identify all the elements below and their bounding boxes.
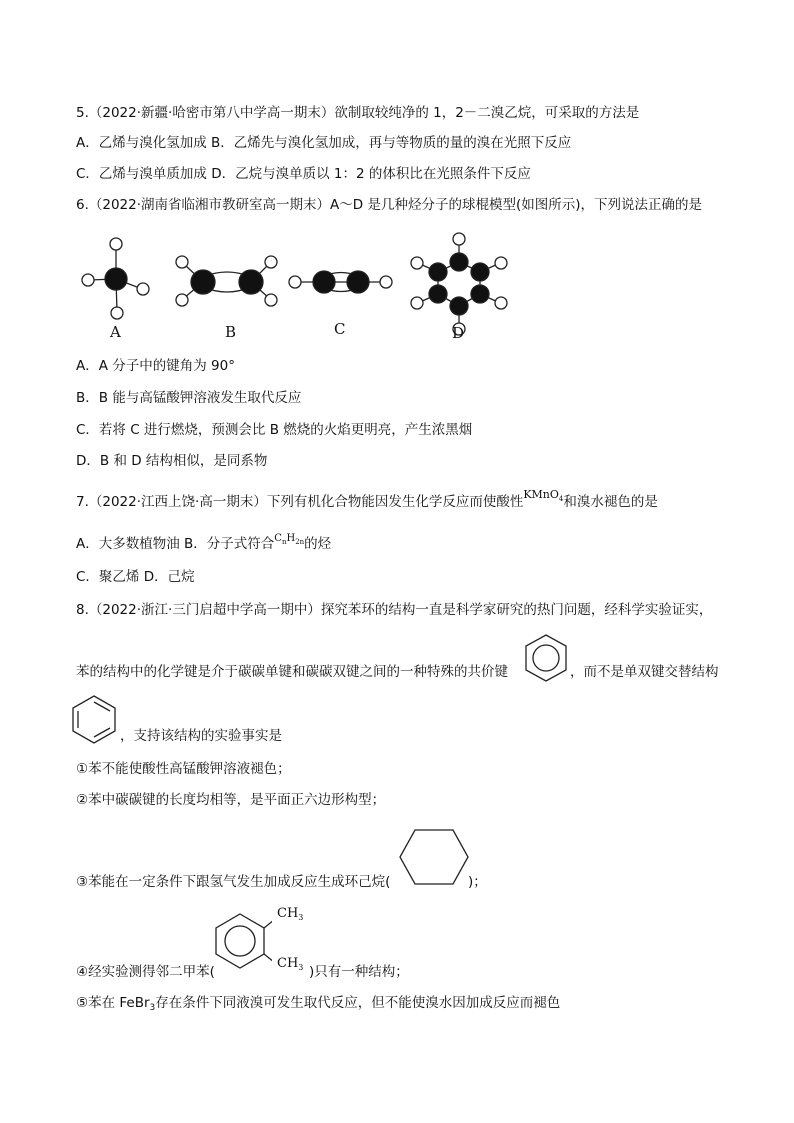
- methyl-top-text: CH: [277, 906, 299, 921]
- kmno4-formula: [523, 488, 563, 501]
- ball-stick-models-figure: [76, 232, 516, 344]
- q8-fact-4-pre: ④经实验测得邻二甲苯(: [76, 964, 215, 980]
- q6-option-b: B．B 能与高锰酸钾溶液发生取代反应: [76, 390, 302, 406]
- q7-stem-post: 和溴水褪色的是: [563, 494, 658, 510]
- q8-fact-1: ①苯不能使酸性高锰酸钾溶液褪色；: [76, 761, 291, 777]
- q6-stem: 6.（2022·湖南省临湘市教研室高一期末）A～D 是几种烃分子的球棍模型(如图所示)，下列说法正确的是: [76, 197, 702, 213]
- methyl-group-bottom: [277, 956, 303, 972]
- o-xylene-ring-structure: [212, 910, 272, 970]
- formula-c: C: [274, 533, 282, 544]
- q8-line2-post: ，而不是单双键交替结构: [570, 664, 719, 680]
- formula-h: H: [286, 533, 296, 544]
- q6-option-d: D．B 和 D 结构相似，是同系物: [76, 453, 268, 469]
- q7-stem-pre: 7.（2022·江西上饶·高一期末）下列有机化合物能因发生化学反应而使酸性: [76, 494, 524, 510]
- q7-options-ab: [76, 535, 331, 558]
- cyclohexane-structure: [396, 824, 472, 890]
- model-label-c: C: [334, 320, 346, 338]
- q8-fact-5-pre: ⑤苯在 FeBr: [76, 995, 150, 1011]
- q5-options-cd: C．乙烯与溴单质加成 D．乙烷与溴单质以 1：2 的体积比在光照条件下反应: [76, 166, 531, 182]
- methyl-top-subscript: 3: [298, 913, 304, 922]
- q8-line2-pre: 苯的结构中的化学键是介于碳碳单键和碳碳双键之间的一种特殊的共价键: [76, 664, 508, 680]
- model-label-b: B: [225, 323, 237, 341]
- febr3-subscript: 3: [149, 1003, 156, 1013]
- q8-stem: 8.（2022·浙江·三门启超中学高一期中）探究苯环的结构一直是科学家研究的热门问题，经科学实验证实，: [76, 602, 713, 618]
- q5-stem: 5.（2022·新疆·哈密市第八中学高一期末）欲制取较纯净的 1，2－二溴乙烷，可采取的方法是: [76, 105, 640, 121]
- model-b-ethylene: [176, 256, 277, 306]
- q8-fact-2: ②苯中碳碳键的长度均相等，是平面正六边形构型；: [76, 792, 386, 808]
- formula-n-subscript: n: [281, 538, 287, 546]
- q8-fact-3-post: )；: [468, 874, 487, 890]
- kekule-benzene-structure: [69, 693, 119, 745]
- model-label-a: A: [110, 323, 121, 341]
- methyl-group-top: [277, 906, 303, 922]
- q7-options-cd: C．聚乙烯 D．己烷: [76, 569, 195, 585]
- q8-fact-3-pre: ③苯能在一定条件下跟氢气发生加成反应生成环己烷(: [76, 874, 391, 890]
- formula-2n-subscript: 2n: [295, 538, 305, 546]
- cnh2n-formula: [274, 533, 304, 544]
- kmno4-text: KMnO: [523, 488, 559, 501]
- model-c-acetylene: [289, 271, 392, 293]
- methyl-bottom-text: CH: [277, 956, 299, 971]
- model-label-d: D: [452, 324, 465, 342]
- q7-options-ab-pre: A．大多数植物油 B．分子式符合: [76, 536, 275, 552]
- q8-fact-5: [76, 994, 560, 1017]
- q6-option-c: C．若将 C 进行燃烧，预测会比 B 燃烧的火焰更明亮，产生浓黑烟: [76, 422, 473, 438]
- methyl-bottom-subscript: 3: [298, 963, 304, 972]
- model-a-methane: [82, 238, 149, 319]
- q8-fact-5-post: 存在条件下同液溴可发生取代反应，但不能使溴水因加成反应而褪色: [155, 995, 561, 1011]
- model-d-benzene: [411, 233, 507, 335]
- q7-stem: [76, 488, 658, 516]
- q7-options-ab-post: 的烃: [304, 536, 332, 552]
- q6-option-a: A．A 分子中的键角为 90°: [76, 358, 235, 374]
- q8-line3: ，支持该结构的实验事实是: [120, 728, 282, 744]
- kmno4-subscript: 4: [558, 495, 564, 503]
- q8-fact-4-post: )只有一种结构；: [309, 964, 409, 980]
- benzene-circle-structure: [523, 632, 569, 684]
- q5-options-ab: A．乙烯与溴化氢加成 B．乙烯先与溴化氢加成，再与等物质的量的溴在光照下反应: [76, 135, 572, 151]
